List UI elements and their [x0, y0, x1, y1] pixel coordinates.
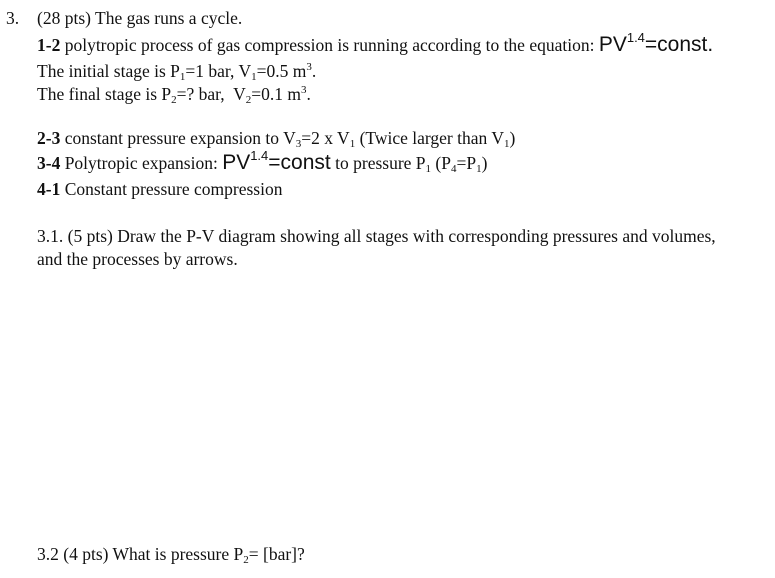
process-label: 2-3 [37, 128, 61, 148]
part-3-1-line-1: 3.1. (5 pts) Draw the P-V diagram showing all stages with corresponding pressures and volumes, [37, 226, 716, 246]
polytropic-equation: $PV^{1.4}=const$ [222, 148, 331, 174]
polytropic-equation: $PV^{1.4}=const$. [598, 30, 714, 56]
final-stage-line: The final stage is $P_2=$? bar, $V_2=0.1$ $m^3$. [37, 84, 311, 106]
process-text: Constant pressure compression [64, 179, 283, 199]
process-4-1-line [37, 178, 282, 200]
process-2-3-line [37, 127, 515, 149]
process-1-2-line [37, 30, 714, 56]
process-3-4-line: 3-4 Polytropic expansion: $PV^{1.4}=const$ to pressure $P_1$ $(P_4=P_1)$ [37, 148, 488, 175]
part-3-2-question: 3.2 (4 pts) What is pressure $P_2= [bar]$? [37, 544, 305, 566]
question-number: 3. [6, 8, 20, 28]
process-label: 4-1 [37, 179, 61, 199]
process-label: 3-4 [37, 153, 61, 173]
question-title: (28 pts) The gas runs a cycle. [37, 8, 243, 28]
part-3-1-line-2: and the processes by arrows. [37, 249, 238, 269]
process-label: 1-2 [37, 35, 61, 55]
process-text: polytropic process of gas compression is running according to the equation: [64, 35, 595, 55]
initial-stage-line: The initial stage is $P_1=1$ bar, $V_1=0.5$ $m^3$. [37, 61, 317, 83]
process-text: constant pressure expansion to $V_3=2$ x $V_1$ (Twice larger than $V_1$) [64, 128, 516, 150]
